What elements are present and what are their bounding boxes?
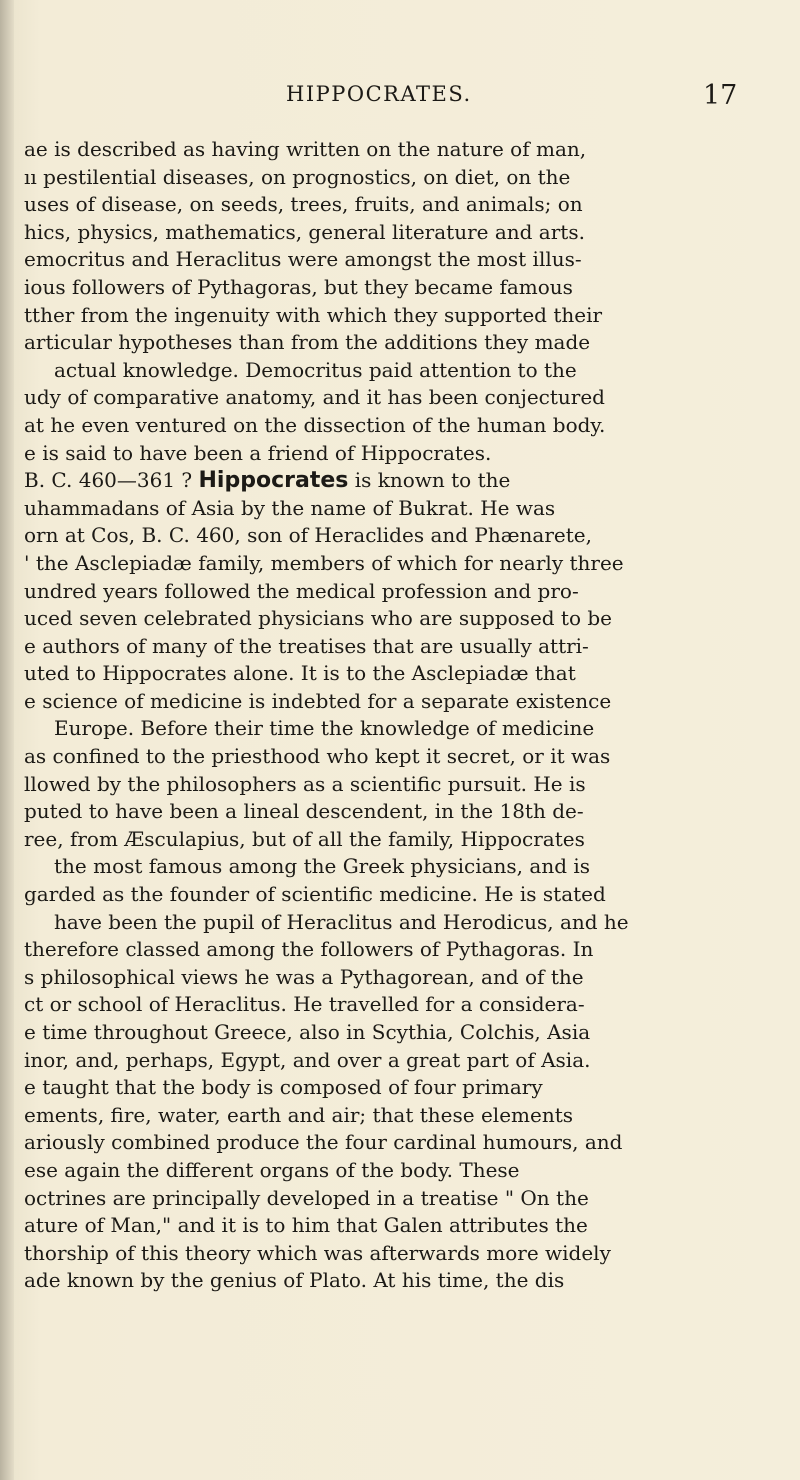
section-heading-hippocrates: Hippocrates (198, 468, 349, 494)
heading-continuation: is known to the (348, 468, 511, 493)
text-line: e is said to have been a friend of Hippocrates. (24, 440, 492, 465)
text-line: therefore classed among the followers of Pythagoras. In (24, 937, 594, 962)
text-line: uced seven celebrated physicians who are supposed to be (24, 606, 613, 631)
text-line: llowed by the philosophers as a scientific pursuit. He is (24, 771, 586, 796)
text-line: s philosophical views he was a Pythagorean, and of the (24, 964, 584, 989)
text-line: Europe. Before their time the knowledge of medicine (54, 716, 595, 741)
text-line: udy of comparative anatomy, and it has been conjectured (24, 385, 605, 410)
page-gutter (0, 0, 14, 1480)
text-line: emocritus and Heraclitus were amongst the most illus- (24, 247, 582, 272)
body-text (24, 136, 754, 1295)
text-line: ements, fire, water, earth and air; that these elements (24, 1102, 574, 1127)
running-title: HIPPOCRATES. (286, 82, 472, 106)
text-line: uses of disease, on seeds, trees, fruits, and animals; on (24, 192, 583, 217)
text-line: e authors of many of the treatises that are usually attri- (24, 633, 589, 658)
text-line: ree, from Æsculapius, but of all the family, Hippocrates (24, 826, 585, 851)
text-line: tther from the ingenuity with which they supported their (24, 302, 603, 327)
text-line: ae is described as having written on the nature of man, (24, 137, 587, 161)
text-line: uted to Hippocrates alone. It is to the Asclepiadæ that (24, 661, 576, 686)
text-line: garded as the founder of scientific medicine. He is stated (24, 882, 606, 907)
text-line: ' the Asclepiadæ family, members of which for nearly three (24, 550, 624, 575)
text-line: have been the pupil of Heraclitus and Herodicus, and he (54, 909, 629, 934)
text-line: e science of medicine is indebted for a separate existence (24, 688, 612, 713)
running-header (0, 82, 800, 122)
text-line: actual knowledge. Democritus paid attention to the (54, 357, 577, 382)
text-line: ade known by the genius of Plato. At his time, the dis (24, 1268, 565, 1293)
text-line: undred years followed the medical profession and pro- (24, 578, 579, 603)
text-line: inor, and, perhaps, Egypt, and over a great part of Asia. (24, 1047, 591, 1072)
dates-text: B. C. 460—361 ? (24, 468, 199, 493)
text-line: ature of Man," and it is to him that Galen attributes the (24, 1213, 588, 1238)
text-line-hippocrates (24, 467, 754, 495)
text-line: ct or school of Heraclitus. He travelled for a considera- (24, 992, 585, 1017)
text-line: orn at Cos, B. C. 460, son of Heraclides and Phænarete, (24, 523, 592, 548)
text-line: articular hypotheses than from the additions they made (24, 330, 591, 355)
text-line: ese again the different organs of the body. These (24, 1157, 520, 1182)
text-line: puted to have been a lineal descendent, in the 18th de- (24, 799, 584, 824)
text-line: thorship of this theory which was afterwards more widely (24, 1240, 611, 1265)
text-line: octrines are principally developed in a treatise " On the (24, 1185, 589, 1210)
page-number: 17 (703, 80, 738, 111)
text-line: at he even ventured on the dissection of the human body. (24, 412, 606, 437)
text-line: e taught that the body is composed of four primary (24, 1075, 543, 1100)
text-line: as confined to the priesthood who kept it secret, or it was (24, 744, 611, 769)
text-line: hics, physics, mathematics, general literature and arts. (24, 219, 585, 244)
text-line: e time throughout Greece, also in Scythia, Colchis, Asia (24, 1020, 591, 1044)
text-line: uhammadans of Asia by the name of Bukrat. He was (24, 495, 556, 520)
text-line: ıı pestilential diseases, on prognostics, on diet, on the (24, 164, 571, 189)
text-line: the most famous among the Greek physicians, and is (54, 854, 591, 879)
text-line: ariously combined produce the four cardinal humours, and (24, 1130, 623, 1155)
text-line: ious followers of Pythagoras, but they became famous (24, 274, 573, 299)
